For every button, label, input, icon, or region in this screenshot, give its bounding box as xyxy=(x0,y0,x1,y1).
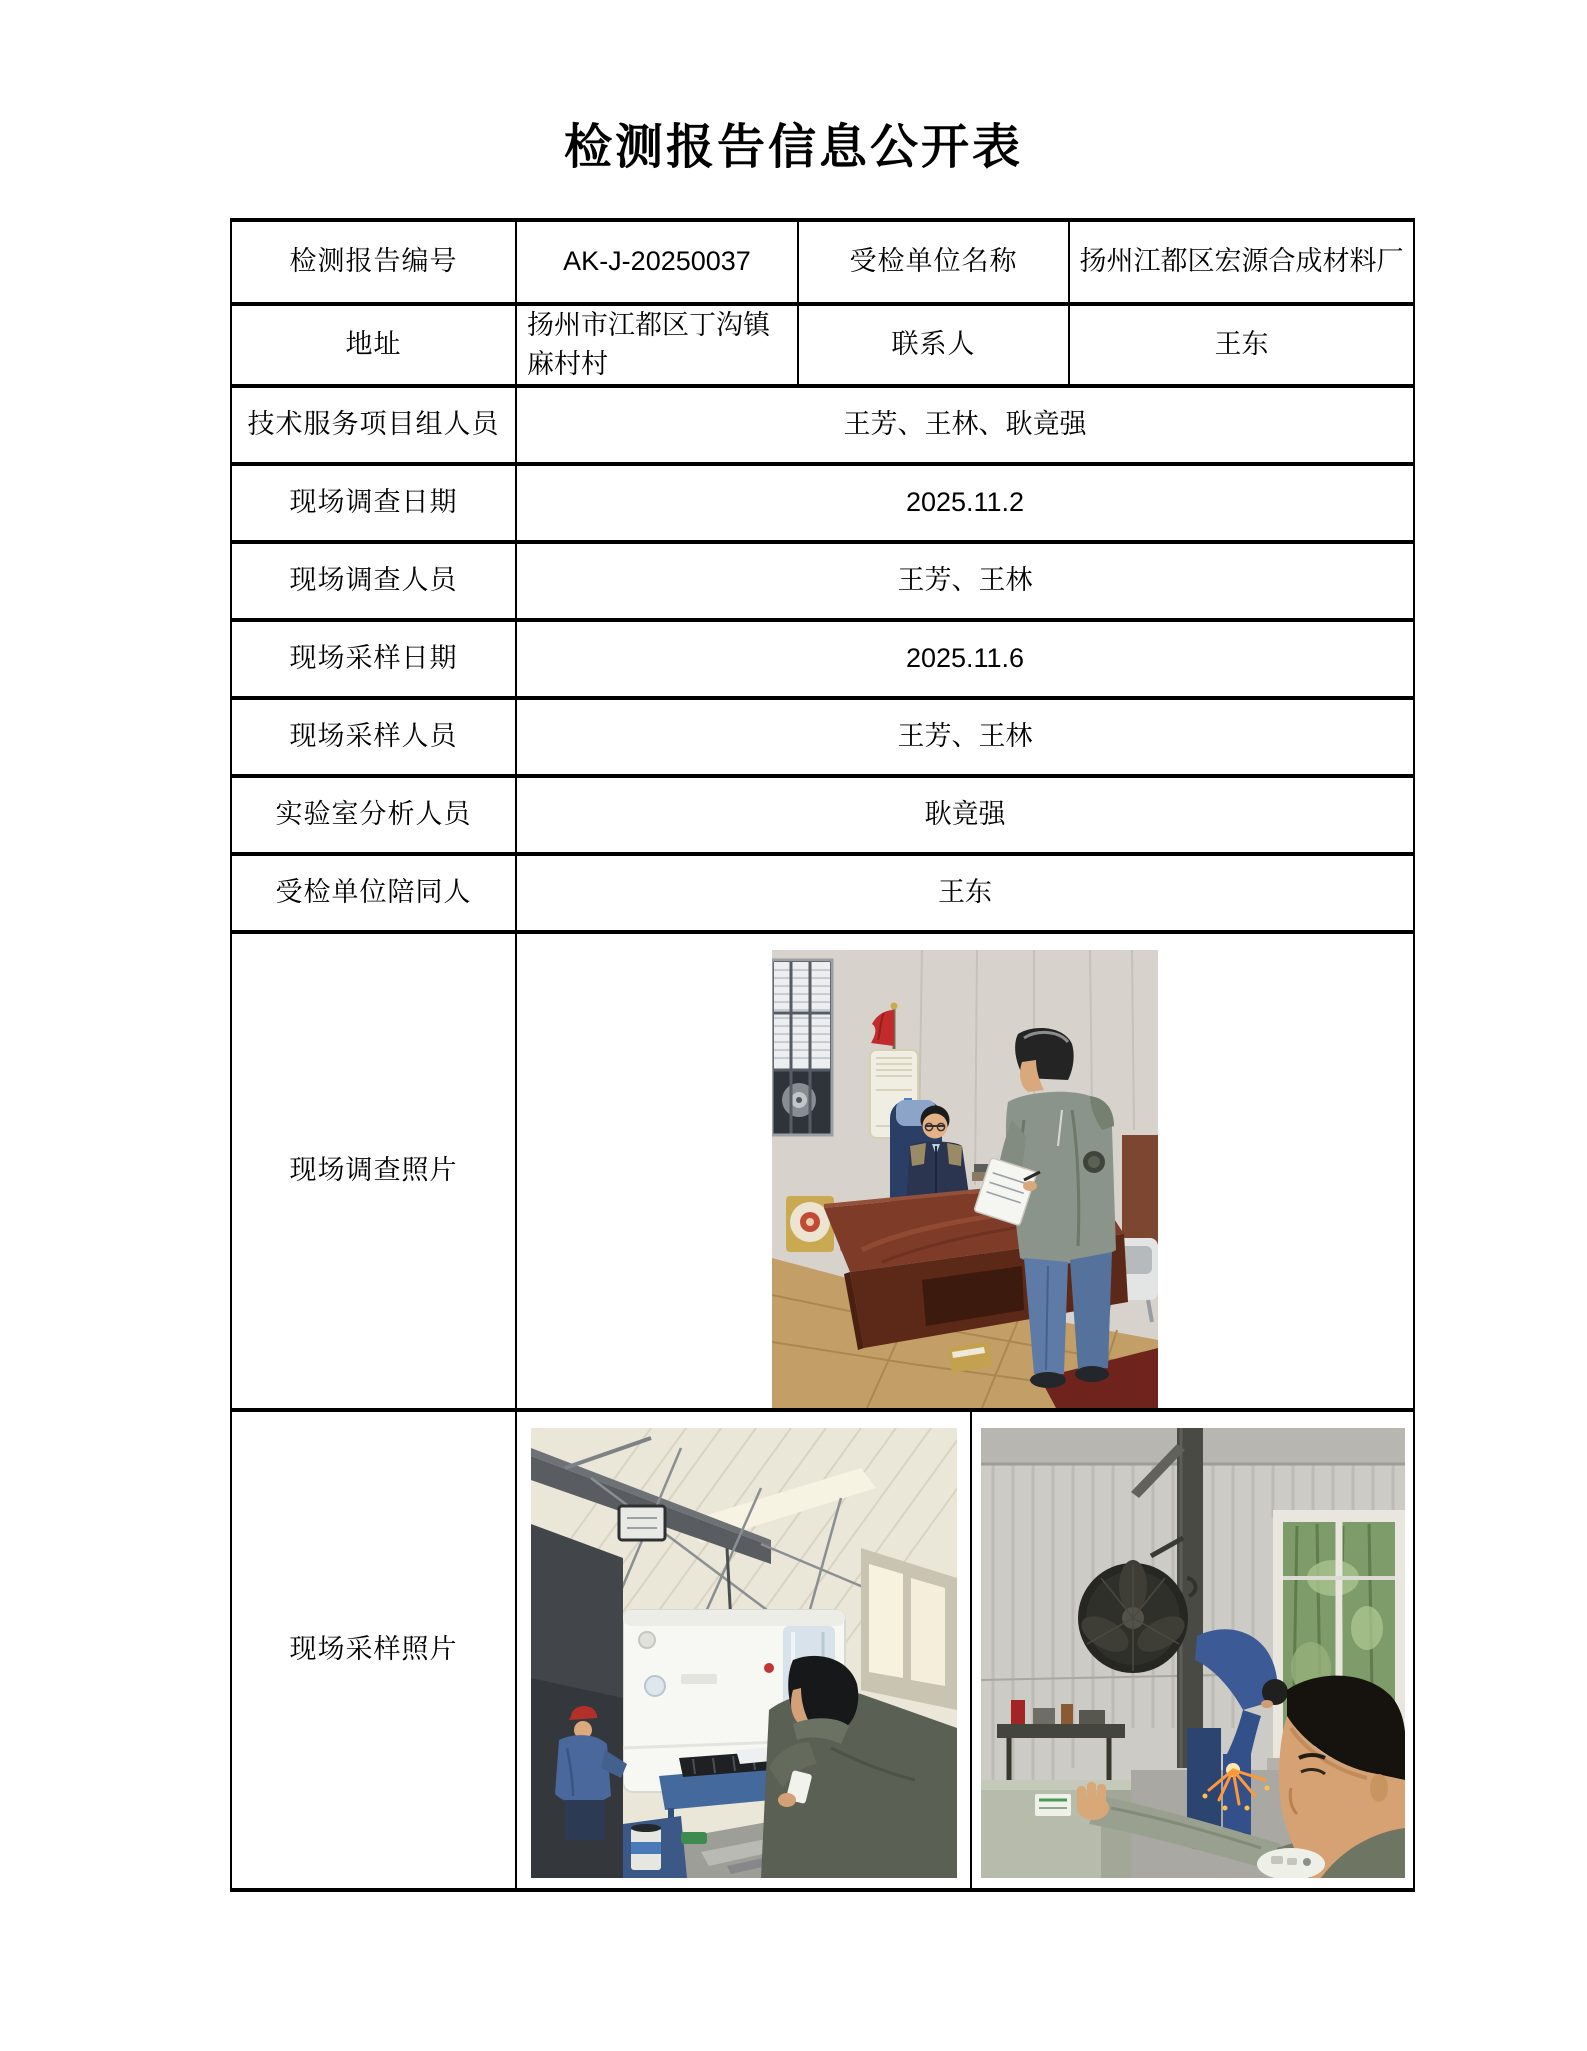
survey-photo-cell xyxy=(517,934,1415,1408)
project-team-label: 技术服务项目组人员 xyxy=(232,388,517,462)
address-label: 地址 xyxy=(232,306,517,384)
lab-analyst-value: 耿竟强 xyxy=(517,778,1415,852)
foreground-head xyxy=(1277,1676,1405,1878)
office-window xyxy=(772,960,832,1135)
sampling-date-label: 现场采样日期 xyxy=(232,622,517,696)
report-no-value: AK-J-20250037 xyxy=(517,222,799,302)
survey-staff-label: 现场调查人员 xyxy=(232,544,517,618)
sampling-staff-label: 现场采样人员 xyxy=(232,700,517,774)
wood-cabinet xyxy=(1122,1135,1158,1245)
sampling-photo-label: 现场采样照片 xyxy=(232,1412,517,1888)
table-row-lab-analyst xyxy=(232,778,1415,856)
table-row-accompanying xyxy=(232,856,1415,934)
unit-name-value: 扬州江都区宏源合成材料厂 xyxy=(1070,222,1415,302)
sampling-staff-value: 王芳、王林 xyxy=(517,700,1415,774)
lab-analyst-label: 实验室分析人员 xyxy=(232,778,517,852)
paint-bucket xyxy=(631,1824,661,1870)
table-row-survey-photo xyxy=(232,934,1415,1412)
left-worker xyxy=(531,1524,627,1878)
survey-date-label: 现场调查日期 xyxy=(232,466,517,540)
survey-date-value: 2025.11.2 xyxy=(517,466,1415,540)
sampling-photo-workshop xyxy=(531,1428,957,1878)
report-no-label: 检测报告编号 xyxy=(232,222,517,302)
address-value: 扬州市江都区丁沟镇麻村村 xyxy=(517,306,799,384)
contact-value: 王东 xyxy=(1070,306,1415,384)
contact-label: 联系人 xyxy=(799,306,1070,384)
table-row-address xyxy=(232,306,1415,388)
project-team-value: 王芳、王林、耿竟强 xyxy=(517,388,1415,462)
survey-photo-label: 现场调查照片 xyxy=(232,934,517,1408)
table-row-sampling-staff xyxy=(232,700,1415,778)
report-table xyxy=(230,218,1415,1892)
survey-staff-value: 王芳、王林 xyxy=(517,544,1415,618)
accompanying-label: 受检单位陪同人 xyxy=(232,856,517,930)
sampling-photo-cell-2 xyxy=(972,1412,1415,1888)
table-row-report-no xyxy=(232,222,1415,306)
accompanying-value: 王东 xyxy=(517,856,1415,930)
table-row-survey-date xyxy=(232,466,1415,544)
sampling-photo-cell-1 xyxy=(517,1412,972,1888)
sampling-photo-grinding xyxy=(981,1428,1405,1878)
sage-machine xyxy=(981,1780,1131,1878)
table-row-project-team xyxy=(232,388,1415,466)
table-row-survey-staff xyxy=(232,544,1415,622)
unit-name-label: 受检单位名称 xyxy=(799,222,1070,302)
sampling-date-value: 2025.11.6 xyxy=(517,622,1415,696)
table-row-sampling-photo xyxy=(232,1412,1415,1892)
survey-photo-office xyxy=(772,950,1158,1408)
table-row-sampling-date xyxy=(232,622,1415,700)
page-title: 检测报告信息公开表 xyxy=(563,121,1023,174)
